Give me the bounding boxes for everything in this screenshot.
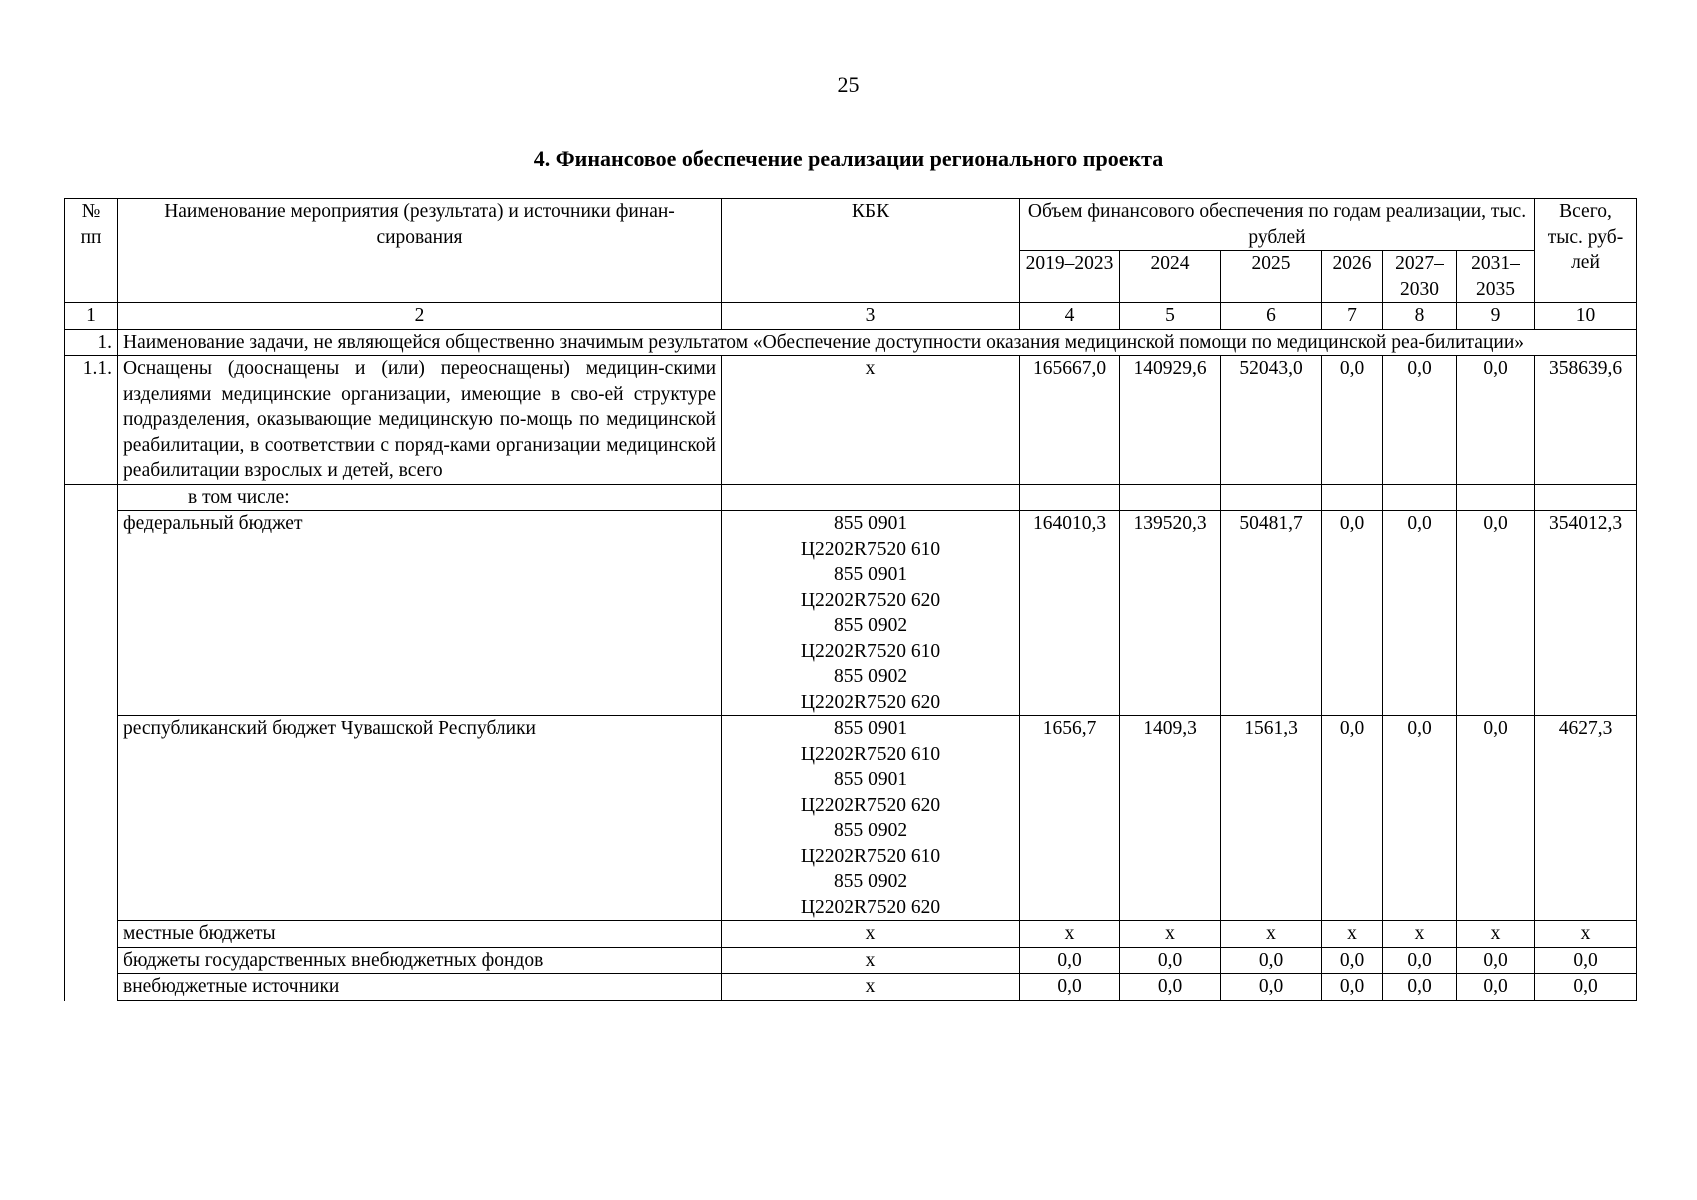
source-kbk (722, 511, 1020, 716)
task-row (65, 329, 1637, 356)
source-kbk: x (722, 974, 1020, 1001)
kbk-code: Ц2202R7520 620 (800, 589, 941, 611)
kbk-code: 855 0901 (833, 769, 908, 790)
result-value: 140929,6 (1120, 356, 1221, 485)
source-value: 0,0 (1221, 947, 1322, 974)
source-value: 0,0 (1383, 974, 1457, 1001)
empty-cell (1020, 484, 1120, 511)
column-number: 3 (722, 303, 1020, 330)
header-row-1 (65, 199, 1637, 251)
empty-cell (1120, 484, 1221, 511)
source-value: 0,0 (1322, 947, 1383, 974)
result-value: 52043,0 (1221, 356, 1322, 485)
kbk-code: Ц2202R7520 610 (800, 640, 941, 662)
empty-cell (1383, 484, 1457, 511)
source-value: 0,0 (1020, 974, 1120, 1001)
header-year: 2031–2035 (1457, 251, 1535, 303)
source-value: x (1020, 921, 1120, 948)
column-number: 10 (1535, 303, 1637, 330)
source-value: 0,0 (1457, 974, 1535, 1001)
kbk-code: 855 0901 (833, 564, 908, 585)
source-value: 0,0 (1457, 716, 1535, 921)
kbk-code: Ц2202R7520 620 (800, 896, 941, 918)
table-bottom-rule-cell (118, 1000, 1637, 1001)
source-row-republican (65, 716, 1637, 921)
source-name: внебюджетные источники (118, 974, 722, 1001)
column-number: 2 (118, 303, 722, 330)
source-value: 0,0 (1457, 947, 1535, 974)
source-value: 0,0 (1020, 947, 1120, 974)
source-name: федеральный бюджет (118, 511, 722, 716)
column-number: 7 (1322, 303, 1383, 330)
column-number: 5 (1120, 303, 1221, 330)
kbk-code: Ц2202R7520 610 (800, 845, 941, 867)
empty-cell (1322, 484, 1383, 511)
source-value: 0,0 (1221, 974, 1322, 1001)
kbk-code: 855 0902 (833, 666, 908, 687)
source-value: 0,0 (1322, 716, 1383, 921)
header-name: Наименование мероприятия (результата) и источники финан-сирования (118, 199, 722, 303)
source-value: x (1322, 921, 1383, 948)
including-label: в том числе: (118, 484, 722, 511)
kbk-code: Ц2202R7520 610 (800, 743, 941, 765)
kbk-code: 855 0901 (833, 718, 908, 739)
source-value: x (1221, 921, 1322, 948)
task-text: Наименование задачи, не являющейся общественно значимым результатом «Обеспечение доступности оказания медицинской помощи по медицинской реа-билитации» (118, 329, 1637, 356)
kbk-code: Ц2202R7520 610 (800, 538, 941, 560)
source-value: 0,0 (1383, 511, 1457, 716)
source-row-local (65, 921, 1637, 948)
header-year: 2027–2030 (1383, 251, 1457, 303)
kbk-code: 855 0902 (833, 820, 908, 841)
source-kbk (722, 716, 1020, 921)
result-row (65, 356, 1637, 485)
source-value: 1409,3 (1120, 716, 1221, 921)
result-kbk: x (722, 356, 1020, 485)
source-value: x (1120, 921, 1221, 948)
result-total: 358639,6 (1535, 356, 1637, 485)
source-value: 0,0 (1457, 511, 1535, 716)
result-value: 0,0 (1322, 356, 1383, 485)
header-num: № пп (65, 199, 118, 303)
result-value: 0,0 (1457, 356, 1535, 485)
including-row (65, 484, 1637, 511)
kbk-code: 855 0902 (833, 615, 908, 636)
source-total: 354012,3 (1535, 511, 1637, 716)
header-kbk: КБК (722, 199, 1020, 303)
source-value: 0,0 (1322, 511, 1383, 716)
result-number: 1.1. (65, 356, 118, 485)
source-value: x (1383, 921, 1457, 948)
source-value: 1656,7 (1020, 716, 1120, 921)
source-value: 1561,3 (1221, 716, 1322, 921)
kbk-code: Ц2202R7520 620 (800, 794, 941, 816)
source-value: 50481,7 (1221, 511, 1322, 716)
source-value: 164010,3 (1020, 511, 1120, 716)
source-row-extrabudgetary (65, 974, 1637, 1001)
source-kbk: x (722, 921, 1020, 948)
result-value: 165667,0 (1020, 356, 1120, 485)
page-number: 25 (837, 72, 860, 97)
source-row-federal (65, 511, 1637, 716)
source-total: x (1535, 921, 1637, 948)
source-row-funds (65, 947, 1637, 974)
header-total: Всего, тыс. руб-лей (1535, 199, 1637, 303)
source-value: 0,0 (1322, 974, 1383, 1001)
financing-table (64, 198, 1637, 1001)
column-number-row (65, 303, 1637, 330)
source-value: 0,0 (1120, 974, 1221, 1001)
source-name: бюджеты государственных внебюджетных фондов (118, 947, 722, 974)
table-bottom-rule (65, 1000, 1637, 1001)
empty-cell (65, 484, 118, 1001)
column-number: 9 (1457, 303, 1535, 330)
result-value: 0,0 (1383, 356, 1457, 485)
source-total: 0,0 (1535, 974, 1637, 1001)
source-total: 4627,3 (1535, 716, 1637, 921)
empty-cell (722, 484, 1020, 511)
source-name: республиканский бюджет Чувашской Республики (118, 716, 722, 921)
header-year: 2026 (1322, 251, 1383, 303)
header-year: 2019–2023 (1020, 251, 1120, 303)
source-value: 0,0 (1383, 716, 1457, 921)
column-number: 1 (65, 303, 118, 330)
page-title: 4. Финансовое обеспечение реализации регионального проекта (533, 146, 1164, 171)
empty-cell (1221, 484, 1322, 511)
source-value: 139520,3 (1120, 511, 1221, 716)
column-number: 6 (1221, 303, 1322, 330)
task-number: 1. (65, 329, 118, 356)
header-volume: Объем финансового обеспечения по годам реализации, тыс. рублей (1020, 199, 1535, 251)
kbk-code: 855 0902 (833, 871, 908, 892)
source-value: 0,0 (1383, 947, 1457, 974)
empty-cell (1535, 484, 1637, 511)
empty-cell (1457, 484, 1535, 511)
header-year: 2024 (1120, 251, 1221, 303)
column-number: 4 (1020, 303, 1120, 330)
result-name: Оснащены (дооснащены и (или) переоснащены) медицин-скими изделиями медицинские организации, имеющие в сво-ей структуре подразделения, оказывающие медицинскую по-мощь по медицинской реабилитации, в соответствии с поряд-ками организации медицинской реабилитации взрослых и детей, всего (118, 356, 722, 485)
kbk-code: Ц2202R7520 620 (800, 691, 941, 713)
header-year: 2025 (1221, 251, 1322, 303)
source-name: местные бюджеты (118, 921, 722, 948)
kbk-code: 855 0901 (833, 513, 908, 534)
source-total: 0,0 (1535, 947, 1637, 974)
source-value: 0,0 (1120, 947, 1221, 974)
source-value: x (1457, 921, 1535, 948)
column-number: 8 (1383, 303, 1457, 330)
source-kbk: x (722, 947, 1020, 974)
